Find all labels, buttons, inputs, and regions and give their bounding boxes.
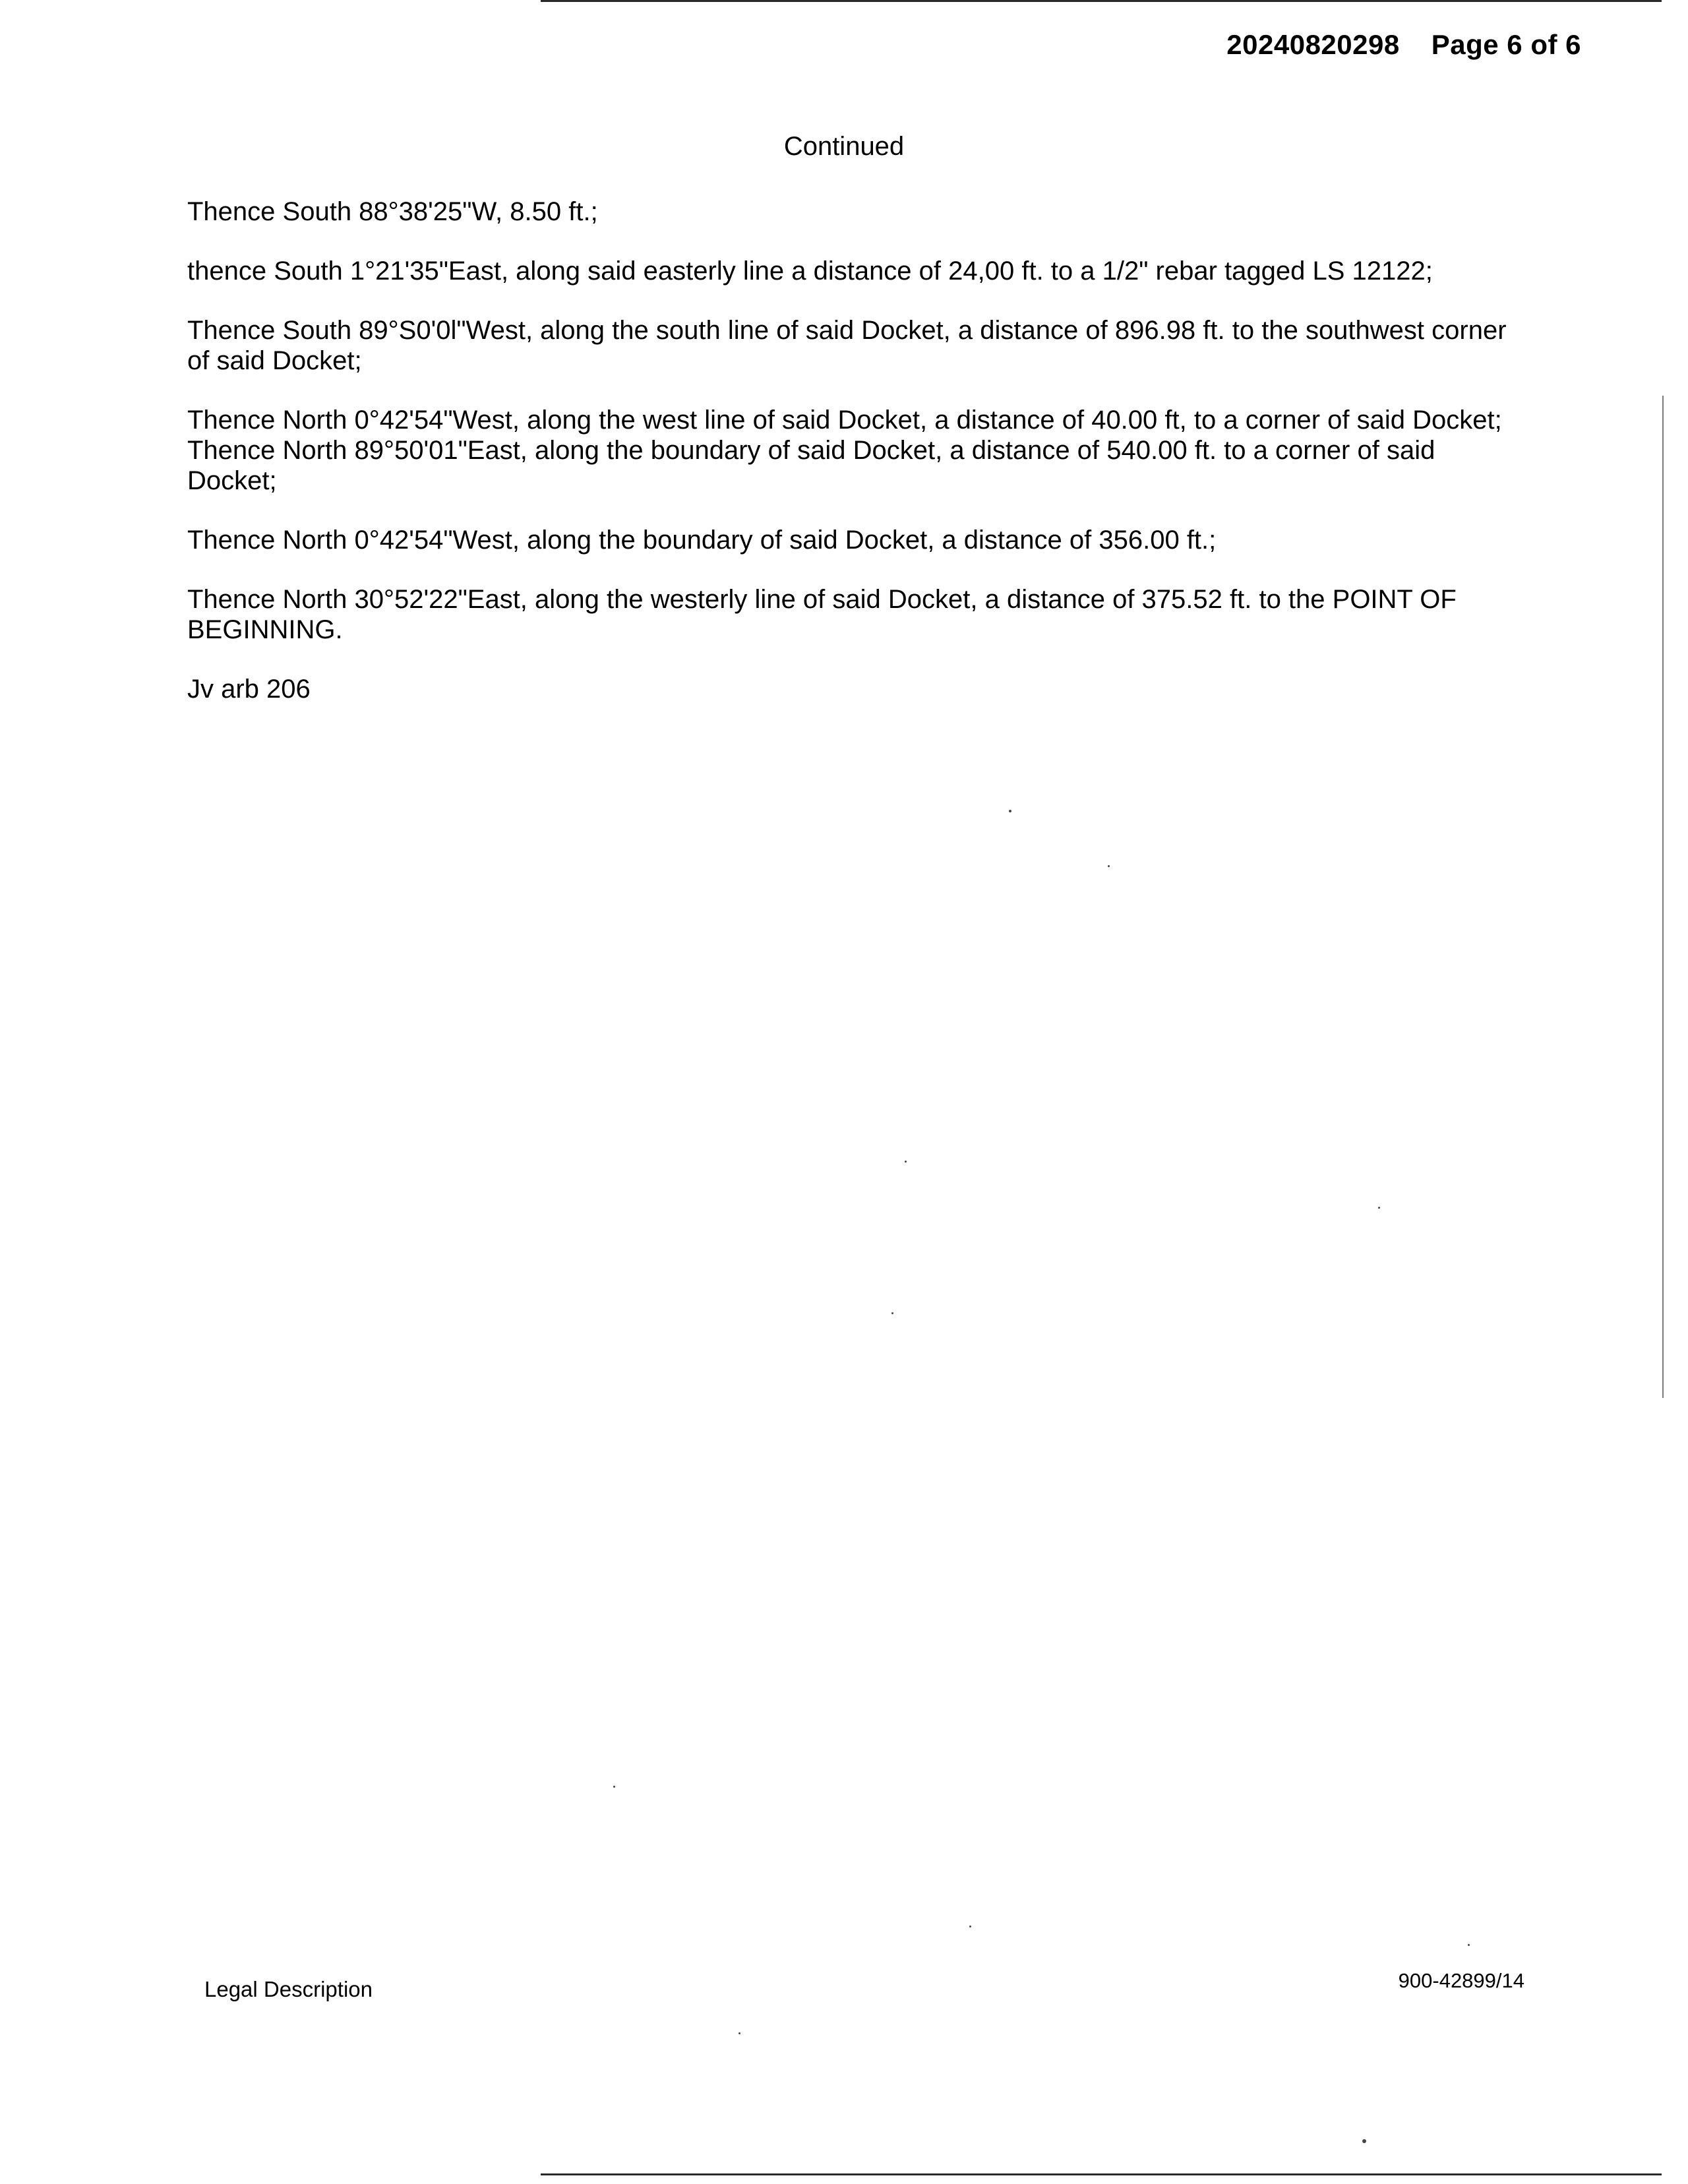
document-number: 20240820298	[1226, 29, 1400, 60]
course-paragraph: Thence South 89°S0'0l"West, along the south line of said Docket, a distance of 896.98 ft. to the southwest corner of said Docket;	[187, 316, 1507, 375]
page-header	[1226, 29, 1581, 61]
course-paragraph: Thence North 30°52'22"East, along the westerly line of said Docket, a distance of 375.52 ft. to the POINT OF BEGINNING.	[187, 585, 1457, 644]
scan-speck	[1468, 1944, 1470, 1946]
scan-speck	[613, 1786, 615, 1788]
reference-note: Jv arb 206	[187, 675, 311, 704]
right-margin-line	[1662, 396, 1664, 1398]
course-paragraph: Thence North 89°50'01"East, along the boundary of said Docket, a distance of 540.00 ft. to a corner of said Docket;	[187, 436, 1435, 495]
course-paragraph: thence South 1°21'35"East, along said easterly line a distance of 24,00 ft. to a 1/2" rebar tagged LS 12122;	[187, 257, 1433, 286]
scan-speck	[891, 1312, 893, 1314]
continued-label: Continued	[783, 132, 905, 161]
course-paragraph: Thence South 88°38'25"W, 8.50 ft.;	[187, 197, 598, 226]
footer-label: Legal Description	[204, 1977, 373, 2001]
scan-speck	[1362, 2139, 1366, 2143]
page-indicator: Page 6 of 6	[1431, 29, 1581, 60]
course-paragraph: Thence North 0°42'54"West, along the west line of said Docket, a distance of 40.00 ft, to a corner of said Docket;	[187, 406, 1502, 435]
legal-description-body	[187, 197, 1519, 704]
scan-speck	[1108, 865, 1110, 867]
top-border-line	[541, 0, 1662, 2]
course-paragraph: Thence North 0°42'54"West, along the boundary of said Docket, a distance of 356.00 ft.;	[187, 526, 1217, 555]
scan-speck	[1378, 1207, 1380, 1209]
scan-speck	[738, 2032, 740, 2034]
scan-speck	[969, 1926, 971, 1927]
footer-reference-code: 900-42899/14	[1398, 1969, 1524, 1992]
scan-speck	[1009, 810, 1011, 812]
scan-speck	[905, 1161, 907, 1163]
bottom-border-line	[541, 2173, 1662, 2175]
